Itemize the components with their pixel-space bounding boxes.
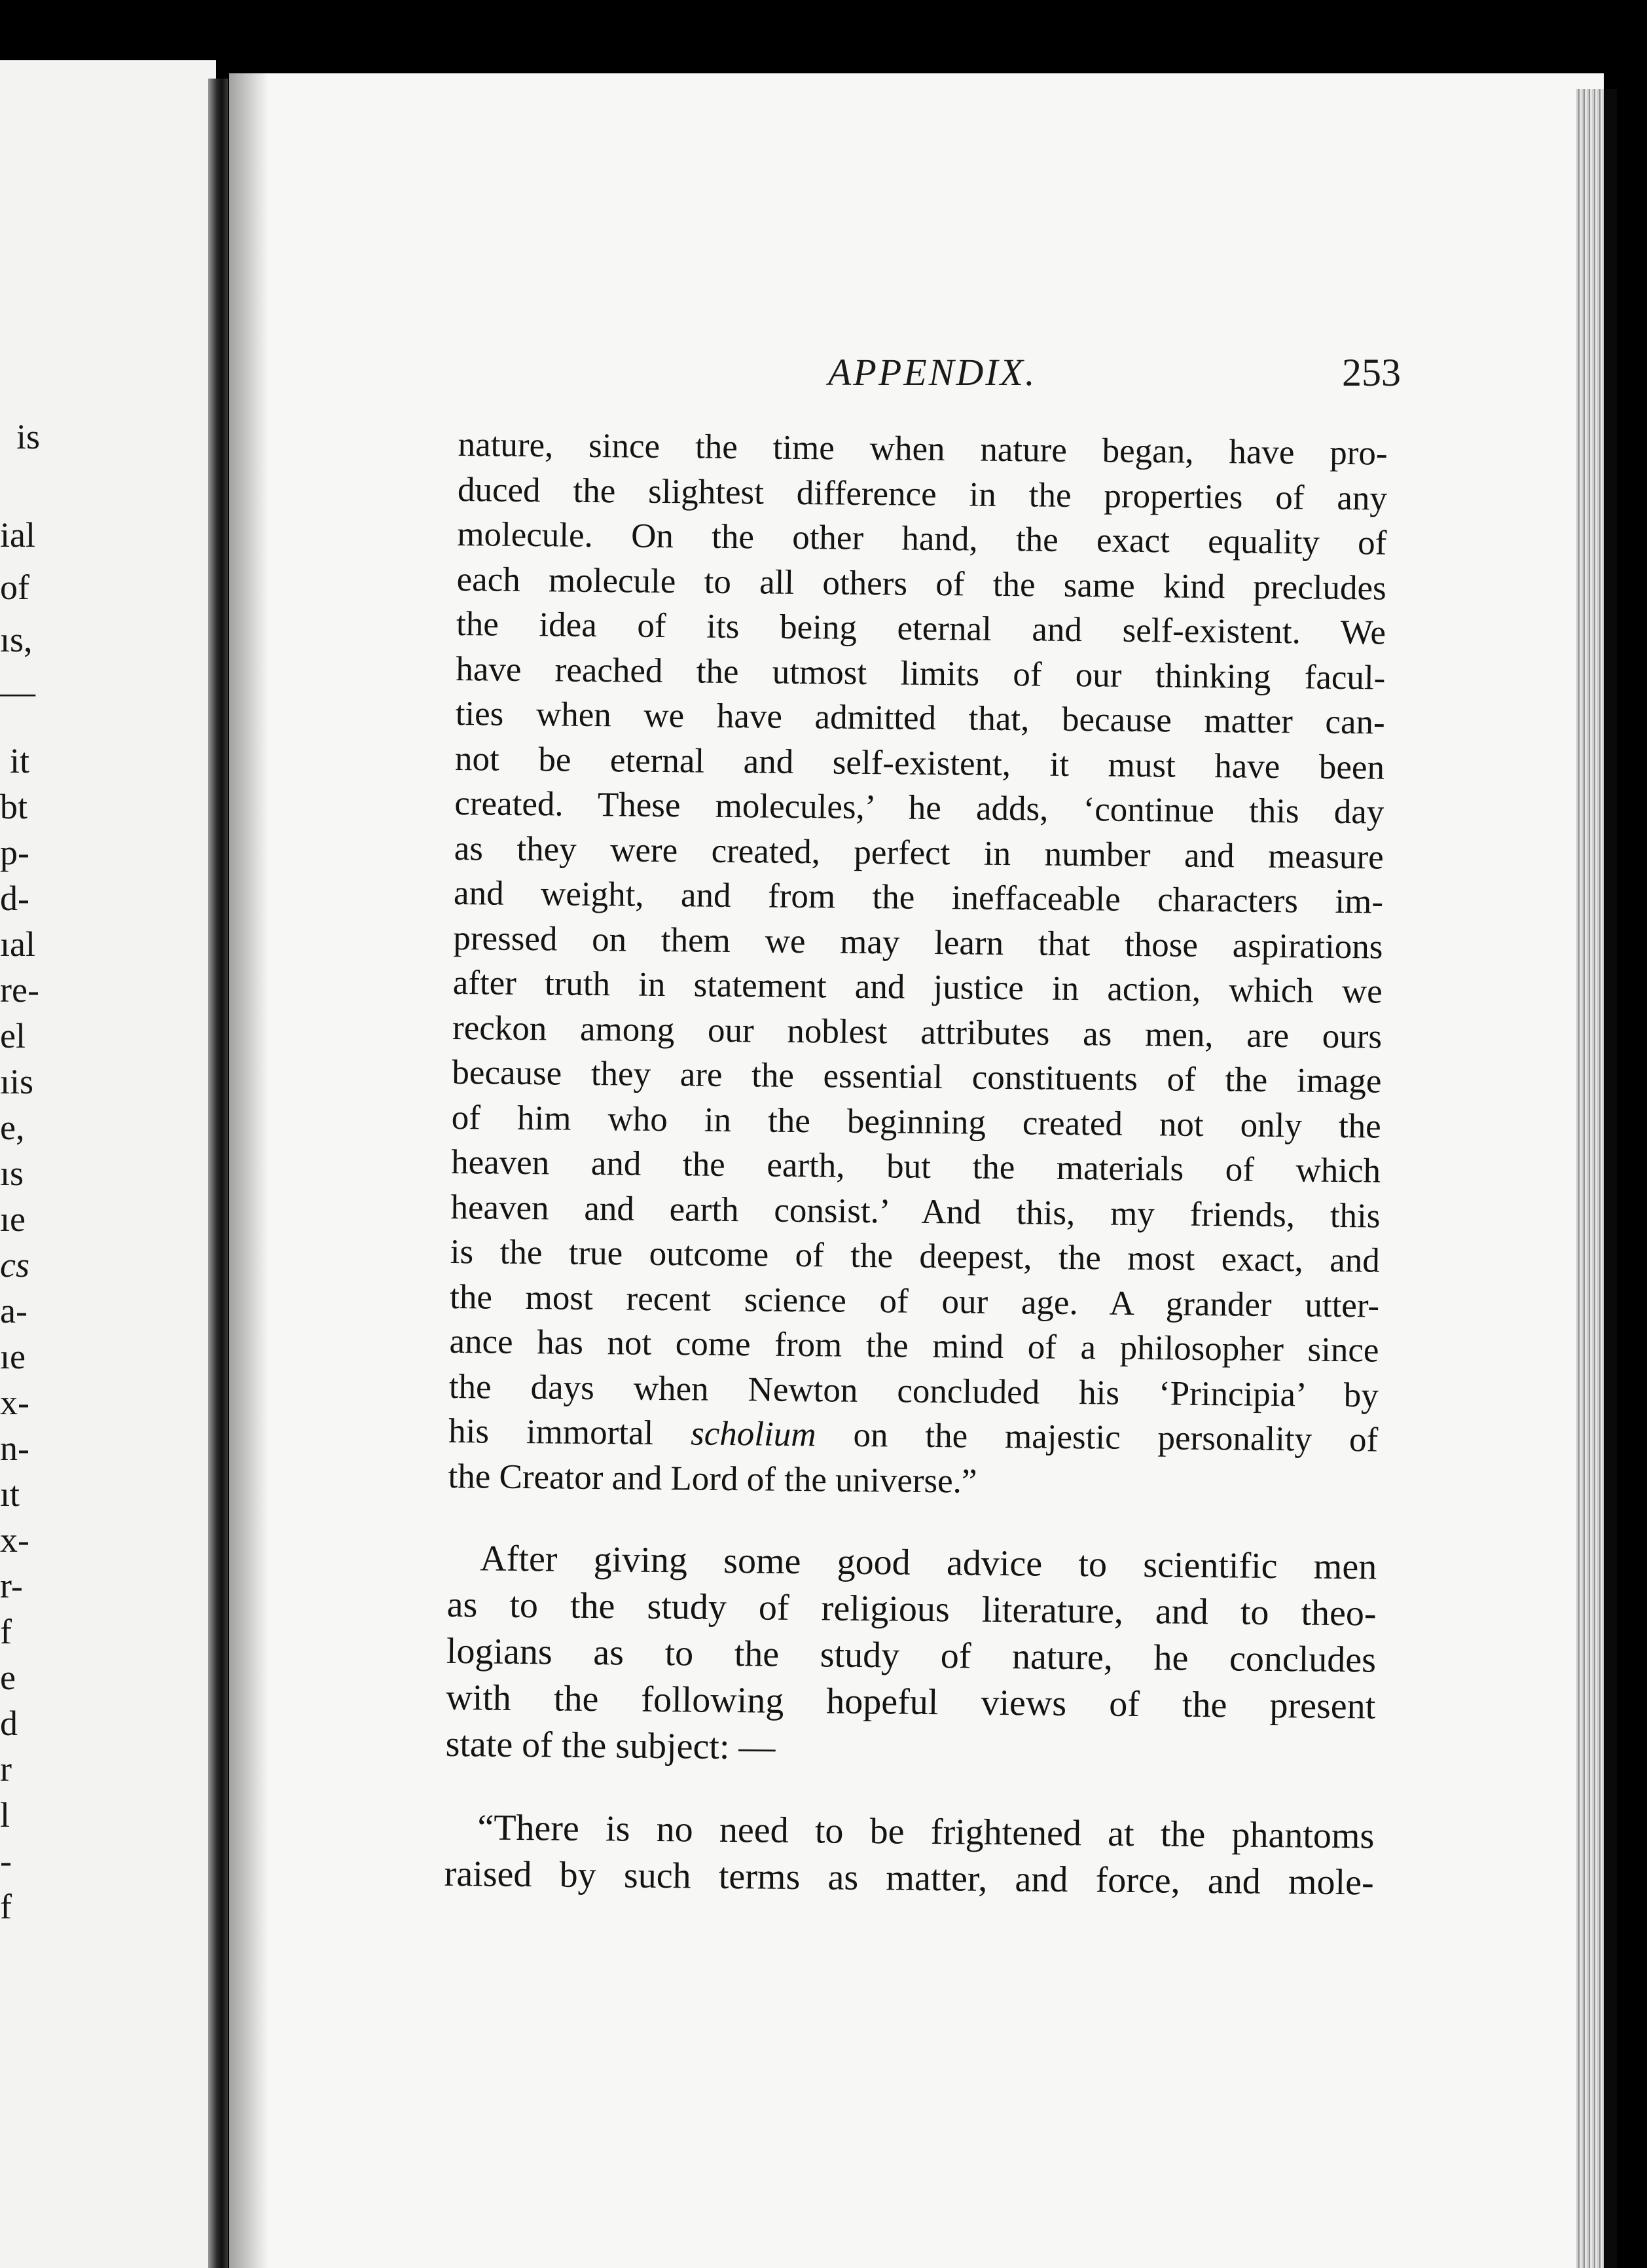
facing-page-fragment: is bbox=[16, 417, 41, 456]
text-line: pressed on them we may learn that those aspirations bbox=[453, 919, 1383, 966]
text-line: raised by such terms as matter, and force, and mole- bbox=[444, 1853, 1374, 1903]
facing-page-fragment: n- bbox=[0, 1429, 29, 1468]
facing-page-fragment: r- bbox=[0, 1566, 23, 1605]
paragraph-2 bbox=[445, 1535, 1377, 1777]
facing-page-fragment: a- bbox=[0, 1291, 27, 1330]
body-text bbox=[444, 422, 1388, 1907]
text-line: the idea of its being eternal and self-existent. We bbox=[456, 604, 1386, 652]
emphasized-word: scholium bbox=[690, 1414, 816, 1454]
text-line: heaven and the earth, but the materials of which bbox=[450, 1143, 1381, 1190]
facing-page-fragment: p- bbox=[0, 833, 29, 872]
facing-page-fragment: x- bbox=[0, 1383, 29, 1422]
facing-page-fragment: ial bbox=[0, 515, 35, 555]
facing-page-fragment: el bbox=[0, 1016, 26, 1055]
book-gutter bbox=[208, 79, 228, 2268]
paragraph-3 bbox=[444, 1804, 1374, 1907]
page-edges bbox=[1576, 89, 1604, 2268]
facing-page-fragment: x- bbox=[0, 1520, 29, 1560]
facing-page-fragment: f bbox=[0, 1612, 12, 1651]
facing-page-fragment: ıs bbox=[0, 1154, 24, 1193]
text-line: and weight, and from the ineffaceable characters im- bbox=[453, 873, 1384, 921]
text-line: his immortal scholium on the majestic personality of bbox=[448, 1412, 1379, 1459]
facing-page-fragment: ıt bbox=[0, 1474, 20, 1514]
facing-page-fragment: ıal bbox=[0, 924, 35, 964]
text-line: the most recent science of our age. A grander utter- bbox=[449, 1277, 1380, 1325]
facing-page-fragment: d- bbox=[0, 879, 29, 918]
text-line: heaven and earth consist.’ And this, my friends, this bbox=[450, 1188, 1381, 1235]
facing-page-fragment: ıe bbox=[0, 1337, 26, 1376]
facing-page-fragment: — bbox=[0, 672, 35, 712]
running-header: APPENDIX. bbox=[828, 351, 1037, 393]
text-line: logians as to the study of nature, he concludes bbox=[446, 1630, 1377, 1681]
text-line: as to the study of religious literature, and to theo- bbox=[446, 1584, 1377, 1634]
text-line: reckon among our noblest attributes as men, are ours bbox=[452, 1008, 1383, 1056]
facing-page-fragment: re- bbox=[0, 970, 39, 1010]
facing-page-fragment: f bbox=[0, 1887, 12, 1926]
page-number: 253 bbox=[1342, 351, 1401, 394]
facing-page-fragment: l bbox=[0, 1795, 10, 1835]
text-line: ties when we have admitted that, because matter can- bbox=[455, 694, 1385, 742]
page-gutter-shadow bbox=[229, 73, 268, 2268]
facing-page-fragment: cs bbox=[0, 1245, 29, 1285]
text-line: each molecule to all others of the same kind precludes bbox=[456, 560, 1386, 608]
facing-page-fragment: ıis bbox=[0, 1062, 34, 1101]
text-line: is the true outcome of the deepest, the most exact, and bbox=[450, 1232, 1381, 1280]
text-line: ance has not come from the mind of a philosopher since bbox=[449, 1322, 1379, 1370]
facing-page-fragment: e bbox=[0, 1658, 16, 1697]
facing-page-fragment: it bbox=[10, 741, 30, 780]
scan-background-top bbox=[0, 0, 1647, 85]
facing-page-fragment: - bbox=[0, 1841, 12, 1880]
text-line: with the following hopeful views of the present bbox=[446, 1677, 1376, 1727]
text-line: as they were created, perfect in number and measure bbox=[454, 829, 1384, 877]
facing-page-fragment: d bbox=[0, 1704, 18, 1743]
text-line: have reached the utmost limits of our thinking facul- bbox=[456, 649, 1386, 697]
text-line: after truth in statement and justice in action, which we bbox=[452, 963, 1383, 1011]
text-line: because they are the essential constituents of the image bbox=[452, 1053, 1382, 1101]
paragraph-1 bbox=[449, 422, 1388, 1418]
facing-page-fragment: ıs, bbox=[0, 620, 33, 659]
text-line: the days when Newton concluded his ‘Principia’ by bbox=[448, 1367, 1379, 1415]
text-line: “There is no need to be frightened at the phantoms bbox=[477, 1807, 1375, 1857]
text-line: molecule. On the other hand, the exact equality of bbox=[457, 515, 1387, 562]
text-line: created. These molecules,’ he adds, ‘continue this day bbox=[454, 784, 1385, 832]
text-line: not be eternal and self-existent, it must have been bbox=[454, 739, 1385, 787]
text-line: duced the slightest difference in the properties of any bbox=[457, 470, 1388, 518]
text-line: After giving some good advice to scientific men bbox=[480, 1538, 1377, 1588]
text-line: the Creator and Lord of the universe.” bbox=[448, 1457, 977, 1501]
facing-page bbox=[0, 60, 216, 2268]
text-line: of him who in the beginning created not only the bbox=[451, 1098, 1382, 1146]
facing-page-fragment: bt bbox=[0, 787, 28, 826]
text-line: state of the subject: — bbox=[445, 1723, 776, 1768]
facing-page-fragment: ıe bbox=[0, 1199, 26, 1239]
facing-page-fragment: e, bbox=[0, 1108, 25, 1147]
facing-page-fragment: r bbox=[0, 1749, 12, 1789]
text-line: nature, since the time when nature began, have pro- bbox=[458, 425, 1388, 473]
facing-page-fragment: of bbox=[0, 568, 29, 607]
